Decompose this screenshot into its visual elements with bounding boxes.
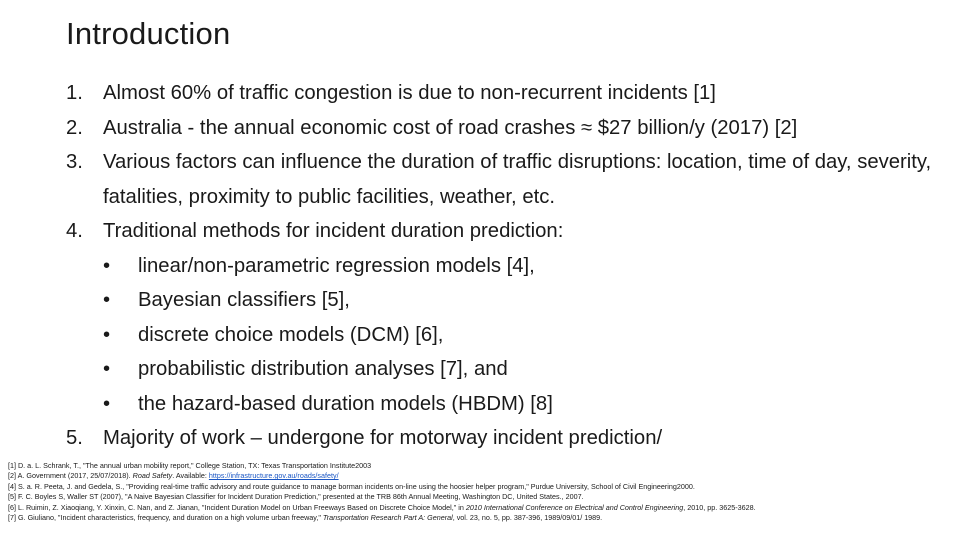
list-item: [66, 111, 946, 146]
bullet-icon: •: [103, 323, 111, 346]
reference-4: [4] S. a. R. Peeta, J. and Gedela, S., "Providing real-time traffic advisory and route guidance to manage borman incidents on-line using the hoosier helper program," Purdue University, School of Civil Engineering2000.: [8, 481, 695, 491]
list-item-number: 1.: [66, 82, 83, 104]
bullet-icon: •: [103, 289, 111, 311]
list-item: [66, 76, 946, 111]
references: [8, 461, 948, 523]
reference-link[interactable]: https://infrastructure.gov.au/roads/safety/: [208, 471, 339, 481]
sub-list-item-text: discrete choice models (DCM) [6],: [138, 323, 444, 346]
sub-list-item: [66, 283, 946, 318]
list-item-text: Australia - the annual economic cost of road crashes ≈ $27 billion/y (2017) [2]: [103, 116, 798, 139]
sub-list-item-text: Bayesian classifiers [5],: [138, 289, 350, 311]
bullet-icon: •: [103, 254, 111, 277]
reference-text: , 2010, pp. 3625-3628.: [683, 502, 756, 512]
list-item-number: 5.: [66, 427, 83, 449]
list-item-text: Majority of work – undergone for motorway incident prediction/: [103, 427, 663, 449]
list-item-text: Various factors can influence the duration of traffic disruptions: location, time of day, severity, fatalities, proximity to public facilities, weather, etc.: [103, 151, 932, 208]
list-item-text: Almost 60% of traffic congestion is due to non-recurrent incidents [1]: [103, 82, 716, 104]
list-item-number: 3.: [66, 151, 83, 173]
reference-title: Transportation Research Part A: General: [322, 513, 453, 523]
reference-1: [1] D. a. L. Schrank, T., "The annual urban mobility report," College Station, TX: Texas Transportation Institute2003: [8, 461, 372, 470]
reference-2: [8, 471, 948, 481]
sub-list-item: [66, 249, 946, 284]
sub-list-item: [66, 352, 946, 387]
sub-list-item-text: probabilistic distribution analyses [7], and: [138, 358, 508, 380]
reference-7: [8, 513, 948, 523]
reference-text: , vol. 23, no. 5, pp. 387-396, 1989/09/01/ 1989.: [452, 513, 603, 523]
list-item-number: 2.: [66, 116, 83, 139]
list-item: [66, 145, 946, 214]
sub-list-item-text: the hazard-based duration models (HBDM) [8]: [138, 392, 553, 415]
slide-title: Introduction: [66, 16, 231, 51]
reference-title: 2010 International Conference on Electrical and Control Engineering: [465, 502, 684, 512]
bullet-icon: •: [103, 358, 111, 380]
reference-text: [2] A. Government (2017, 25/07/2018).: [8, 471, 133, 481]
list-item: [66, 421, 946, 456]
reference-6: [8, 503, 948, 513]
sub-list-item-text: linear/non-parametric regression models [4],: [138, 254, 535, 277]
list-item-text: Traditional methods for incident duration prediction:: [103, 220, 564, 242]
list-item-number: 4.: [66, 220, 83, 242]
reference-text: [7] G. Giuliano, "Incident characteristics, frequency, and duration on a high volume urban freeway,": [8, 513, 323, 523]
sub-list-item: [66, 318, 946, 353]
bullet-icon: •: [103, 392, 111, 415]
reference-title: Road Safety: [132, 471, 173, 481]
intro-list: [66, 76, 946, 456]
reference-text: [6] L. Ruimin, Z. Xiaoqiang, Y. Xinxin, C. Nan, and Z. Jianan, "Incident Duration Model on Urban Freeways Based on Discrete Choice Model," in: [8, 502, 466, 512]
list-item: [66, 214, 946, 249]
reference-text: . Available:: [172, 471, 209, 481]
reference-5: [5] F. C. Boyles S, Waller ST (2007), "A Naive Bayesian Classifier for Incident Duration Prediction," presented at the TRB 86th Annual Meeting, Washington DC, United States., 2007.: [8, 492, 584, 502]
sub-list-item: [66, 387, 946, 422]
